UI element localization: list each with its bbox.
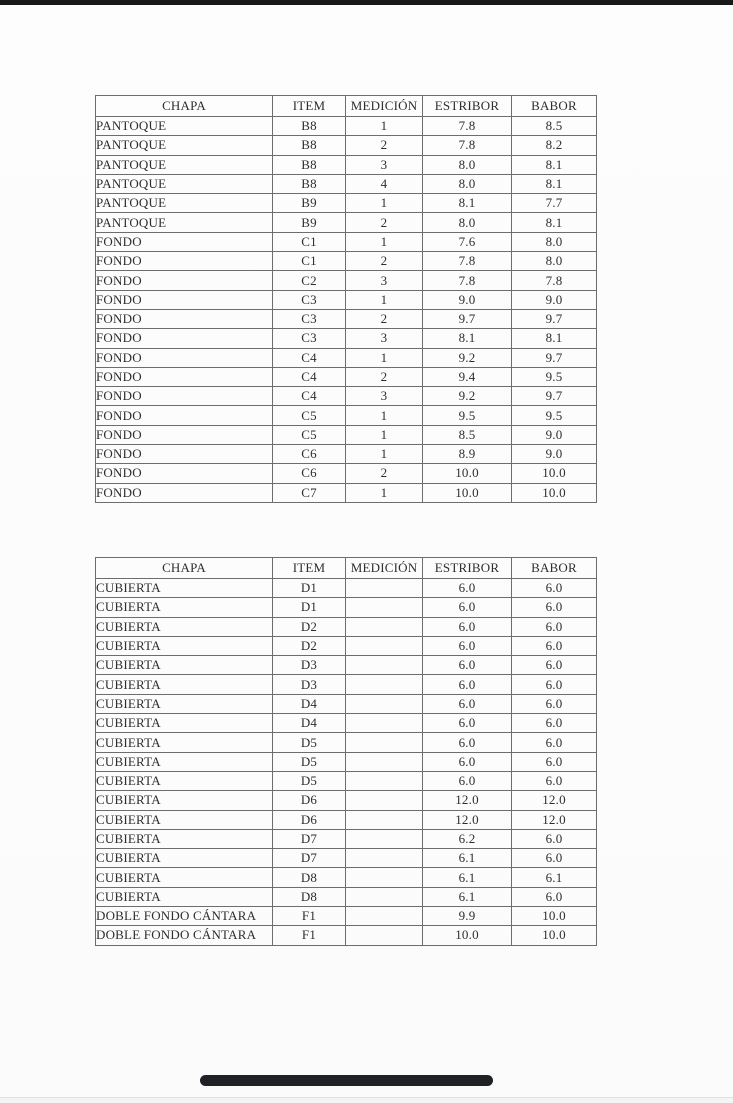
item-cell: C7 bbox=[273, 483, 346, 502]
table-row bbox=[96, 617, 597, 636]
chapa-cell: FONDO bbox=[96, 309, 273, 328]
item-cell: F1 bbox=[273, 907, 346, 926]
babor-cell: 9.5 bbox=[512, 367, 597, 386]
estribor-cell: 8.0 bbox=[423, 174, 512, 193]
babor-cell: 8.1 bbox=[512, 155, 597, 174]
table-row bbox=[96, 636, 597, 655]
medicion-cell: 1 bbox=[346, 425, 423, 444]
babor-cell: 9.7 bbox=[512, 387, 597, 406]
babor-cell: 6.1 bbox=[512, 868, 597, 887]
medicion-cell bbox=[346, 675, 423, 694]
column-header: ITEM bbox=[273, 558, 346, 579]
chapa-cell: FONDO bbox=[96, 425, 273, 444]
estribor-cell: 7.8 bbox=[423, 117, 512, 136]
table-row bbox=[96, 771, 597, 790]
item-cell: D1 bbox=[273, 579, 346, 598]
medicion-cell bbox=[346, 926, 423, 945]
medicion-cell bbox=[346, 791, 423, 810]
item-cell: C3 bbox=[273, 309, 346, 328]
item-cell: D4 bbox=[273, 694, 346, 713]
item-cell: D3 bbox=[273, 675, 346, 694]
medicion-cell: 1 bbox=[346, 194, 423, 213]
table-row bbox=[96, 445, 597, 464]
chapa-cell: FONDO bbox=[96, 290, 273, 309]
babor-cell: 6.0 bbox=[512, 579, 597, 598]
chapa-cell: CUBIERTA bbox=[96, 675, 273, 694]
medicion-cell bbox=[346, 733, 423, 752]
babor-cell: 8.0 bbox=[512, 252, 597, 271]
babor-cell: 6.0 bbox=[512, 752, 597, 771]
column-header: MEDICIÓN bbox=[346, 558, 423, 579]
babor-cell: 6.0 bbox=[512, 887, 597, 906]
estribor-cell: 6.0 bbox=[423, 752, 512, 771]
babor-cell: 6.0 bbox=[512, 714, 597, 733]
estribor-cell: 6.0 bbox=[423, 771, 512, 790]
babor-cell: 10.0 bbox=[512, 483, 597, 502]
table-row bbox=[96, 675, 597, 694]
item-cell: B9 bbox=[273, 213, 346, 232]
item-cell: C3 bbox=[273, 290, 346, 309]
chapa-cell: FONDO bbox=[96, 464, 273, 483]
medicion-cell: 1 bbox=[346, 232, 423, 251]
item-cell: B8 bbox=[273, 136, 346, 155]
table-row bbox=[96, 464, 597, 483]
item-cell: C2 bbox=[273, 271, 346, 290]
medicion-cell bbox=[346, 579, 423, 598]
medicion-cell: 1 bbox=[346, 290, 423, 309]
table-row bbox=[96, 714, 597, 733]
medicion-cell bbox=[346, 868, 423, 887]
estribor-cell: 8.1 bbox=[423, 329, 512, 348]
chapa-cell: CUBIERTA bbox=[96, 636, 273, 655]
babor-cell: 8.1 bbox=[512, 329, 597, 348]
estribor-cell: 7.8 bbox=[423, 136, 512, 155]
babor-cell: 9.0 bbox=[512, 445, 597, 464]
item-cell: C5 bbox=[273, 406, 346, 425]
item-cell: B8 bbox=[273, 117, 346, 136]
estribor-cell: 6.0 bbox=[423, 579, 512, 598]
chapa-cell: PANTOQUE bbox=[96, 174, 273, 193]
home-indicator-handle[interactable] bbox=[200, 1075, 493, 1086]
item-cell: C4 bbox=[273, 387, 346, 406]
column-header: ESTRIBOR bbox=[423, 96, 512, 117]
chapa-cell: CUBIERTA bbox=[96, 752, 273, 771]
chapa-cell: FONDO bbox=[96, 406, 273, 425]
table-row bbox=[96, 656, 597, 675]
medicion-cell: 1 bbox=[346, 348, 423, 367]
estribor-cell: 6.0 bbox=[423, 656, 512, 675]
medicion-cell bbox=[346, 714, 423, 733]
medicion-cell bbox=[346, 829, 423, 848]
estribor-cell: 6.0 bbox=[423, 636, 512, 655]
item-cell: C1 bbox=[273, 252, 346, 271]
estribor-cell: 9.4 bbox=[423, 367, 512, 386]
item-cell: D7 bbox=[273, 849, 346, 868]
item-cell: D8 bbox=[273, 868, 346, 887]
table-row bbox=[96, 387, 597, 406]
babor-cell: 8.5 bbox=[512, 117, 597, 136]
medicion-cell bbox=[346, 887, 423, 906]
item-cell: C1 bbox=[273, 232, 346, 251]
estribor-cell: 6.0 bbox=[423, 598, 512, 617]
estribor-cell: 10.0 bbox=[423, 483, 512, 502]
medicion-cell: 2 bbox=[346, 213, 423, 232]
medicion-cell: 3 bbox=[346, 329, 423, 348]
estribor-cell: 9.9 bbox=[423, 907, 512, 926]
column-header: ESTRIBOR bbox=[423, 558, 512, 579]
babor-cell: 10.0 bbox=[512, 464, 597, 483]
item-cell: B9 bbox=[273, 194, 346, 213]
babor-cell: 6.0 bbox=[512, 656, 597, 675]
estribor-cell: 7.8 bbox=[423, 271, 512, 290]
medicion-cell: 4 bbox=[346, 174, 423, 193]
bottom-edge-strip bbox=[0, 1097, 733, 1103]
medicion-cell bbox=[346, 752, 423, 771]
item-cell: D3 bbox=[273, 656, 346, 675]
table-row bbox=[96, 810, 597, 829]
babor-cell: 8.1 bbox=[512, 174, 597, 193]
babor-cell: 9.7 bbox=[512, 309, 597, 328]
column-header: MEDICIÓN bbox=[346, 96, 423, 117]
babor-cell: 6.0 bbox=[512, 829, 597, 848]
estribor-cell: 6.0 bbox=[423, 675, 512, 694]
item-cell: C4 bbox=[273, 348, 346, 367]
estribor-cell: 8.1 bbox=[423, 194, 512, 213]
table-row bbox=[96, 887, 597, 906]
table-row bbox=[96, 694, 597, 713]
item-cell: C4 bbox=[273, 367, 346, 386]
babor-cell: 6.0 bbox=[512, 771, 597, 790]
babor-cell: 12.0 bbox=[512, 810, 597, 829]
estribor-cell: 6.0 bbox=[423, 733, 512, 752]
chapa-cell: FONDO bbox=[96, 271, 273, 290]
estribor-cell: 7.6 bbox=[423, 232, 512, 251]
estribor-cell: 8.5 bbox=[423, 425, 512, 444]
babor-cell: 6.0 bbox=[512, 694, 597, 713]
babor-cell: 7.8 bbox=[512, 271, 597, 290]
estribor-cell: 9.0 bbox=[423, 290, 512, 309]
medicion-cell: 2 bbox=[346, 309, 423, 328]
table-row bbox=[96, 367, 597, 386]
item-cell: C6 bbox=[273, 445, 346, 464]
chapa-cell: PANTOQUE bbox=[96, 117, 273, 136]
table-row bbox=[96, 791, 597, 810]
column-header: CHAPA bbox=[96, 96, 273, 117]
medicion-cell: 3 bbox=[346, 271, 423, 290]
babor-cell: 10.0 bbox=[512, 926, 597, 945]
babor-cell: 7.7 bbox=[512, 194, 597, 213]
table-row bbox=[96, 926, 597, 945]
chapa-cell: CUBIERTA bbox=[96, 810, 273, 829]
chapa-cell: PANTOQUE bbox=[96, 155, 273, 174]
chapa-cell: CUBIERTA bbox=[96, 694, 273, 713]
estribor-cell: 12.0 bbox=[423, 791, 512, 810]
table-row bbox=[96, 348, 597, 367]
estribor-cell: 6.1 bbox=[423, 868, 512, 887]
table-row bbox=[96, 136, 597, 155]
babor-cell: 9.7 bbox=[512, 348, 597, 367]
estribor-cell: 7.8 bbox=[423, 252, 512, 271]
table-row bbox=[96, 579, 597, 598]
chapa-cell: FONDO bbox=[96, 252, 273, 271]
item-cell: B8 bbox=[273, 155, 346, 174]
item-cell: D5 bbox=[273, 752, 346, 771]
column-header: ITEM bbox=[273, 96, 346, 117]
chapa-cell: PANTOQUE bbox=[96, 136, 273, 155]
item-cell: B8 bbox=[273, 174, 346, 193]
medicion-cell: 2 bbox=[346, 136, 423, 155]
table-row bbox=[96, 155, 597, 174]
chapa-cell: CUBIERTA bbox=[96, 771, 273, 790]
chapa-cell: CUBIERTA bbox=[96, 598, 273, 617]
table-row bbox=[96, 117, 597, 136]
medicion-cell bbox=[346, 636, 423, 655]
item-cell: C6 bbox=[273, 464, 346, 483]
chapa-cell: CUBIERTA bbox=[96, 829, 273, 848]
estribor-cell: 9.2 bbox=[423, 387, 512, 406]
table-row bbox=[96, 849, 597, 868]
medicion-cell: 3 bbox=[346, 387, 423, 406]
estribor-cell: 9.5 bbox=[423, 406, 512, 425]
babor-cell: 9.0 bbox=[512, 290, 597, 309]
chapa-cell: CUBIERTA bbox=[96, 579, 273, 598]
table-row bbox=[96, 329, 597, 348]
medicion-cell bbox=[346, 656, 423, 675]
table-row bbox=[96, 271, 597, 290]
chapa-cell: FONDO bbox=[96, 367, 273, 386]
estribor-cell: 6.1 bbox=[423, 849, 512, 868]
chapa-cell: CUBIERTA bbox=[96, 733, 273, 752]
measurements-table-1 bbox=[95, 95, 597, 503]
medicion-cell bbox=[346, 849, 423, 868]
chapa-cell: FONDO bbox=[96, 348, 273, 367]
estribor-cell: 9.7 bbox=[423, 309, 512, 328]
chapa-cell: FONDO bbox=[96, 483, 273, 502]
medicion-cell bbox=[346, 598, 423, 617]
estribor-cell: 8.0 bbox=[423, 213, 512, 232]
estribor-cell: 10.0 bbox=[423, 926, 512, 945]
table-row bbox=[96, 194, 597, 213]
chapa-cell: CUBIERTA bbox=[96, 868, 273, 887]
item-cell: F1 bbox=[273, 926, 346, 945]
medicion-cell bbox=[346, 617, 423, 636]
medicion-cell bbox=[346, 907, 423, 926]
estribor-cell: 6.2 bbox=[423, 829, 512, 848]
estribor-cell: 12.0 bbox=[423, 810, 512, 829]
item-cell: D2 bbox=[273, 636, 346, 655]
chapa-cell: DOBLE FONDO CÁNTARA bbox=[96, 926, 273, 945]
estribor-cell: 10.0 bbox=[423, 464, 512, 483]
chapa-cell: CUBIERTA bbox=[96, 887, 273, 906]
medicion-cell bbox=[346, 771, 423, 790]
babor-cell: 8.2 bbox=[512, 136, 597, 155]
item-cell: C5 bbox=[273, 425, 346, 444]
table-row bbox=[96, 309, 597, 328]
babor-cell: 8.1 bbox=[512, 213, 597, 232]
babor-cell: 8.0 bbox=[512, 232, 597, 251]
medicion-cell: 3 bbox=[346, 155, 423, 174]
item-cell: D7 bbox=[273, 829, 346, 848]
item-cell: D6 bbox=[273, 810, 346, 829]
item-cell: D1 bbox=[273, 598, 346, 617]
table-row bbox=[96, 907, 597, 926]
medicion-cell: 1 bbox=[346, 117, 423, 136]
column-header: BABOR bbox=[512, 96, 597, 117]
chapa-cell: DOBLE FONDO CÁNTARA bbox=[96, 907, 273, 926]
chapa-cell: PANTOQUE bbox=[96, 213, 273, 232]
babor-cell: 6.0 bbox=[512, 617, 597, 636]
item-cell: D6 bbox=[273, 791, 346, 810]
table-row bbox=[96, 425, 597, 444]
estribor-cell: 6.0 bbox=[423, 714, 512, 733]
babor-cell: 9.5 bbox=[512, 406, 597, 425]
medicion-cell bbox=[346, 810, 423, 829]
chapa-cell: PANTOQUE bbox=[96, 194, 273, 213]
chapa-cell: CUBIERTA bbox=[96, 656, 273, 675]
measurements-table-2 bbox=[95, 557, 597, 946]
medicion-cell: 1 bbox=[346, 406, 423, 425]
chapa-cell: FONDO bbox=[96, 445, 273, 464]
estribor-cell: 9.2 bbox=[423, 348, 512, 367]
medicion-cell: 2 bbox=[346, 252, 423, 271]
table-row bbox=[96, 483, 597, 502]
chapa-cell: FONDO bbox=[96, 232, 273, 251]
table-row bbox=[96, 174, 597, 193]
column-header: BABOR bbox=[512, 558, 597, 579]
chapa-cell: CUBIERTA bbox=[96, 849, 273, 868]
babor-cell: 6.0 bbox=[512, 675, 597, 694]
babor-cell: 6.0 bbox=[512, 636, 597, 655]
table-row bbox=[96, 829, 597, 848]
chapa-cell: FONDO bbox=[96, 387, 273, 406]
babor-cell: 6.0 bbox=[512, 733, 597, 752]
table-row bbox=[96, 252, 597, 271]
babor-cell: 10.0 bbox=[512, 907, 597, 926]
table-row bbox=[96, 733, 597, 752]
item-cell: D2 bbox=[273, 617, 346, 636]
table-row bbox=[96, 213, 597, 232]
medicion-cell bbox=[346, 694, 423, 713]
estribor-cell: 6.0 bbox=[423, 694, 512, 713]
item-cell: D4 bbox=[273, 714, 346, 733]
estribor-cell: 8.0 bbox=[423, 155, 512, 174]
babor-cell: 9.0 bbox=[512, 425, 597, 444]
item-cell: C3 bbox=[273, 329, 346, 348]
table-row bbox=[96, 232, 597, 251]
estribor-cell: 6.1 bbox=[423, 887, 512, 906]
table-row bbox=[96, 290, 597, 309]
item-cell: D5 bbox=[273, 733, 346, 752]
header-row bbox=[96, 558, 597, 579]
table-row bbox=[96, 406, 597, 425]
item-cell: D5 bbox=[273, 771, 346, 790]
babor-cell: 6.0 bbox=[512, 849, 597, 868]
chapa-cell: FONDO bbox=[96, 329, 273, 348]
medicion-cell: 2 bbox=[346, 367, 423, 386]
medicion-cell: 2 bbox=[346, 464, 423, 483]
estribor-cell: 6.0 bbox=[423, 617, 512, 636]
table-row bbox=[96, 868, 597, 887]
column-header: CHAPA bbox=[96, 558, 273, 579]
chapa-cell: CUBIERTA bbox=[96, 617, 273, 636]
table-row bbox=[96, 752, 597, 771]
babor-cell: 6.0 bbox=[512, 598, 597, 617]
estribor-cell: 8.9 bbox=[423, 445, 512, 464]
medicion-cell: 1 bbox=[346, 483, 423, 502]
table-row bbox=[96, 598, 597, 617]
medicion-cell: 1 bbox=[346, 445, 423, 464]
chapa-cell: CUBIERTA bbox=[96, 714, 273, 733]
header-row bbox=[96, 96, 597, 117]
babor-cell: 12.0 bbox=[512, 791, 597, 810]
chapa-cell: CUBIERTA bbox=[96, 791, 273, 810]
item-cell: D8 bbox=[273, 887, 346, 906]
